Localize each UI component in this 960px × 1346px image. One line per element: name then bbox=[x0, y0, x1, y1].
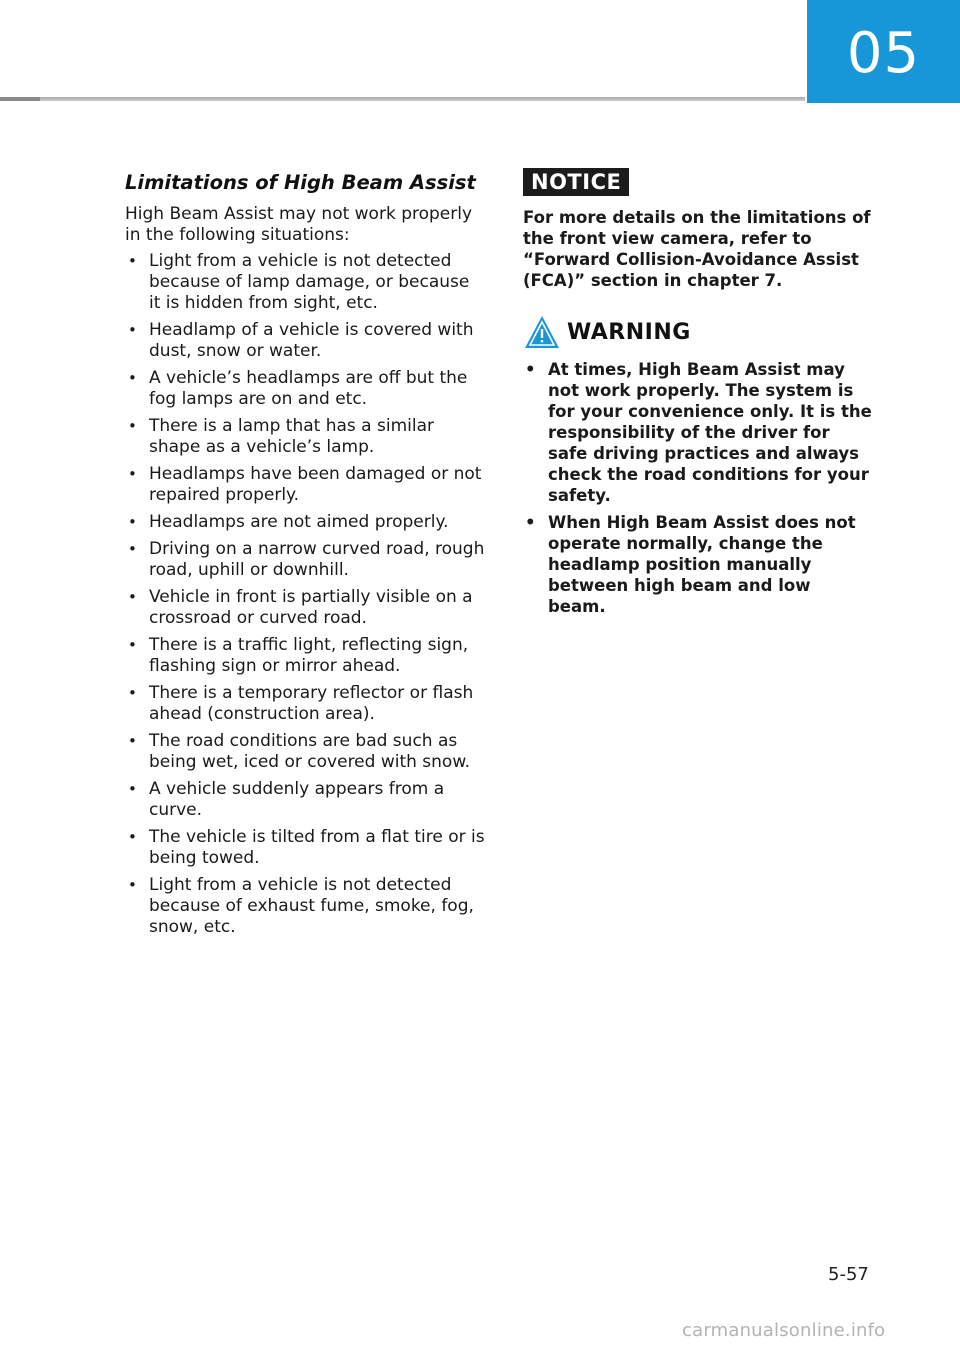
list-item: • There is a temporary reflector or flash ahead (construction area). bbox=[125, 683, 485, 725]
page-number: 5-57 bbox=[828, 1264, 869, 1285]
list-item: • The vehicle is tilted from a flat tire or is being towed. bbox=[125, 827, 485, 869]
warning-triangle-icon bbox=[523, 314, 561, 350]
limitations-section bbox=[125, 171, 485, 944]
list-item: • Headlamp of a vehicle is covered with dust, snow or water. bbox=[125, 320, 485, 362]
list-item: • There is a lamp that has a similar shape as a vehicle’s lamp. bbox=[125, 416, 485, 458]
chapter-tab bbox=[807, 0, 960, 103]
notes-column bbox=[523, 168, 873, 623]
intro-text: High Beam Assist may not work properly in the following situations: bbox=[125, 204, 473, 245]
list-item: • Headlamps have been damaged or not repaired properly. bbox=[125, 464, 485, 506]
warning-title: WARNING bbox=[567, 319, 691, 345]
list-item: • The road conditions are bad such as being wet, iced or covered with snow. bbox=[125, 731, 485, 773]
list-item: • Driving on a narrow curved road, rough road, uphill or downhill. bbox=[125, 539, 485, 581]
list-item: • Vehicle in front is partially visible on a crossroad or curved road. bbox=[125, 587, 485, 629]
section-heading: Limitations of High Beam Assist bbox=[125, 171, 476, 194]
warning-list bbox=[523, 359, 873, 617]
list-item: • At times, High Beam Assist may not work properly. The system is for your convenience only. It is the responsibility of the driver for safe driving practices and always check the road conditions for your safety. bbox=[523, 359, 873, 506]
watermark: carmanualsonline.info bbox=[682, 1320, 886, 1341]
list-item: • A vehicle’s headlamps are off but the fog lamps are on and etc. bbox=[125, 368, 485, 410]
warning-header bbox=[523, 314, 873, 350]
chapter-number: 05 bbox=[846, 21, 921, 86]
header-rule bbox=[0, 97, 805, 101]
list-item: • Light from a vehicle is not detected because of exhaust fume, smoke, fog, snow, etc. bbox=[125, 875, 485, 938]
limitations-list bbox=[125, 251, 485, 938]
list-item: • When High Beam Assist does not operate normally, change the headlamp position manually between high beam and low beam. bbox=[523, 512, 873, 617]
list-item: • Light from a vehicle is not detected because of lamp damage, or because it is hidden from sight, etc. bbox=[125, 251, 485, 314]
list-item: • There is a traffic light, reflecting sign, flashing sign or mirror ahead. bbox=[125, 635, 485, 677]
list-item: • Headlamps are not aimed properly. bbox=[125, 512, 485, 533]
list-item: • A vehicle suddenly appears from a curve. bbox=[125, 779, 485, 821]
notice-text: For more details on the limitations of the front view camera, refer to “Forward Collision-Avoidance Assist (FCA)” section in chapter 7. bbox=[523, 208, 871, 290]
notice-badge: NOTICE bbox=[523, 168, 629, 196]
